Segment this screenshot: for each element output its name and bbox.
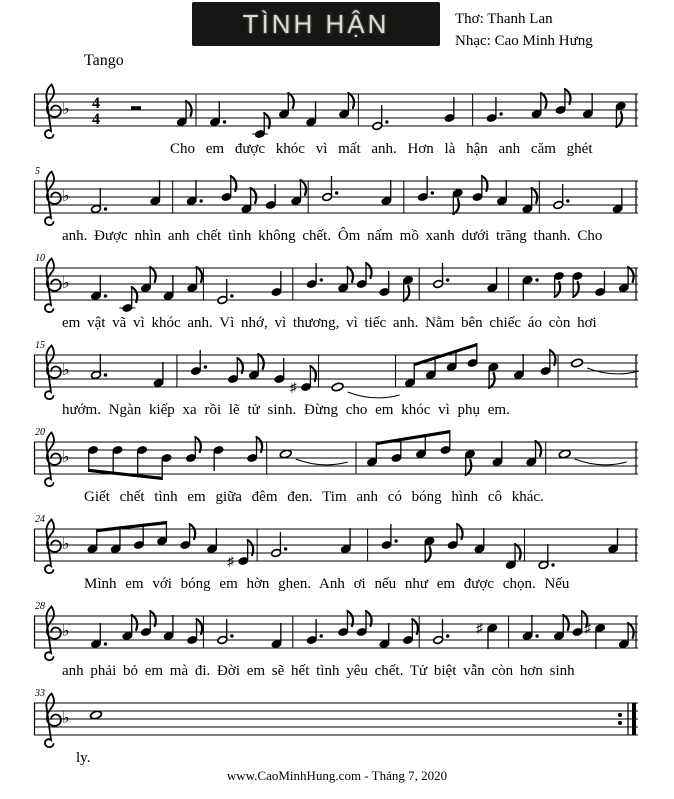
treble-clef-icon	[45, 607, 61, 661]
key-signature-flat-icon: ♭	[62, 710, 70, 727]
system-2	[32, 165, 644, 252]
song-title: TÌNH HẬN	[242, 8, 390, 39]
score	[32, 78, 644, 774]
poem-credit: Thơ: Thanh Lan	[455, 11, 553, 27]
lyrics-line-5: Giết chết tình em giữa đêm đen. Tim anh có bóng hình cô khác.	[84, 489, 544, 505]
key-signature-flat-icon: ♭	[62, 362, 70, 379]
title-banner	[192, 2, 440, 46]
system-8	[32, 687, 644, 774]
measure-number: 20	[35, 427, 45, 438]
system-1	[32, 78, 644, 165]
treble-clef-icon	[45, 346, 61, 400]
treble-clef-icon	[45, 172, 61, 226]
svg-text:♯: ♯	[476, 620, 483, 636]
treble-clef-icon	[45, 433, 61, 487]
time-signature-top: 4	[92, 95, 100, 112]
system-3	[32, 252, 644, 339]
system-4	[32, 339, 644, 426]
measure-number: 5	[35, 166, 40, 177]
key-signature-flat-icon: ♭	[62, 188, 70, 205]
footer	[0, 768, 674, 784]
measure-number: 24	[35, 514, 45, 525]
lyrics-line-1: Cho em được khóc vì mất anh. Hơn là hận anh căm ghét	[170, 141, 593, 157]
staff-system-2	[32, 165, 642, 229]
lyrics-line-8: ly.	[76, 750, 91, 766]
footer-text: www.CaoMinhHung.com - Tháng 7, 2020	[226, 768, 448, 783]
staff-system-1	[32, 78, 642, 142]
measure-number: 10	[35, 253, 45, 264]
lyrics-line-6: Mình em với bóng em hờn ghen. Anh ơi nếu như em được chọn. Nếu	[84, 576, 570, 592]
measure-number: 33	[35, 688, 45, 699]
key-signature-flat-icon: ♭	[62, 623, 70, 640]
lyrics-line-7: anh phải bỏ em mà đi. Đời em sẽ hết tình yêu chết. Tử biệt vẫn còn hơn sinh	[62, 663, 575, 679]
music-credit: Nhạc: Cao Minh Hưng	[455, 33, 593, 49]
credits	[455, 8, 593, 52]
svg-text:♯: ♯	[290, 379, 297, 395]
lyrics-line-3: em vật vã vì khóc anh. Vì nhớ, vì thương, vì tiếc anh. Nằm bên chiếc áo còn hơi	[62, 315, 597, 331]
key-signature-flat-icon: ♭	[62, 536, 70, 553]
measure-number: 28	[35, 601, 45, 612]
staff-system-3	[32, 252, 642, 316]
tempo-marking: Tango	[84, 52, 124, 69]
treble-clef-icon	[45, 520, 61, 574]
treble-clef-icon	[45, 85, 61, 139]
staff-system-8	[32, 687, 642, 751]
measure-number: 15	[35, 340, 45, 351]
svg-text:♯: ♯	[584, 620, 591, 636]
system-6	[32, 513, 644, 600]
staff-system-4	[32, 339, 642, 403]
staff-system-6	[32, 513, 642, 577]
system-7	[32, 600, 644, 687]
svg-text:♯: ♯	[227, 553, 234, 569]
treble-clef-icon	[45, 259, 61, 313]
staff-system-5	[32, 426, 642, 490]
key-signature-flat-icon: ♭	[62, 101, 70, 118]
lyrics-line-2: anh. Được nhìn anh chết tình không chết. Ôm nấm mồ xanh dưới trăng thanh. Cho	[62, 228, 603, 244]
lyrics-line-4: hướm. Ngàn kiếp xa rồi lẽ tử sinh. Đừng cho em khóc vì phụ em.	[62, 402, 510, 418]
key-signature-flat-icon: ♭	[62, 275, 70, 292]
key-signature-flat-icon: ♭	[62, 449, 70, 466]
treble-clef-icon	[45, 694, 61, 748]
staff-system-7	[32, 600, 642, 664]
system-5	[32, 426, 644, 513]
time-signature-bottom: 4	[92, 111, 100, 128]
